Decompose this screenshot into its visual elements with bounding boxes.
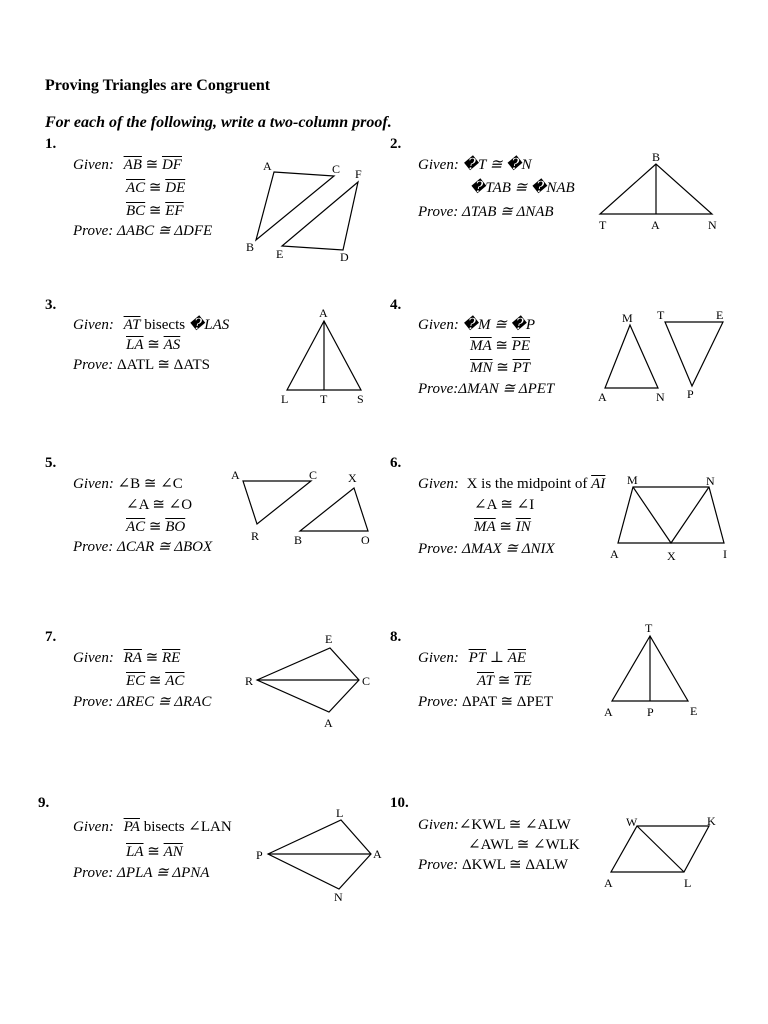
point-X: X: [348, 471, 357, 485]
problem-5-given-3: $\overline{AC}$ ≅ $\overline{BO}$: [126, 519, 186, 535]
problem-6-number: 6.: [390, 455, 402, 471]
point-P: P: [256, 848, 263, 862]
problem-9-given-1: Given: $\overline{PA}$ bisects ∠LAN: [73, 819, 232, 835]
point-N: N: [706, 474, 715, 488]
point-C: C: [362, 674, 371, 688]
point-P: P: [647, 705, 654, 719]
point-T: T: [599, 218, 607, 232]
point-T: T: [645, 621, 653, 635]
point-M: M: [622, 311, 633, 325]
problem-6-given-3: $\overline{MA}$ ≅ $\overline{IN}$: [474, 519, 531, 535]
point-D: D: [340, 250, 349, 264]
point-F: F: [355, 167, 362, 181]
point-M: M: [627, 473, 638, 487]
problem-5-given-2: ∠A ≅ ∠O: [126, 497, 193, 513]
point-K: K: [707, 814, 716, 828]
problem-6-given-2: ∠A ≅ ∠I: [474, 497, 535, 513]
point-S: S: [357, 392, 364, 406]
problem-4-prove: Prove:ΔMAN ≅ ΔPET: [418, 381, 555, 397]
point-O: O: [361, 533, 370, 547]
point-E: E: [276, 247, 284, 261]
problem-9-number: 9.: [38, 795, 50, 811]
point-A: A: [373, 847, 382, 861]
point-P: P: [687, 387, 694, 401]
problem-3-number: 3.: [45, 297, 57, 313]
problem-1-given-1: Given: $\overline{AB}$ ≅ $\overline{DF}$: [73, 157, 182, 173]
point-A: A: [598, 390, 607, 404]
problem-1-prove: Prove: ΔABC ≅ ΔDFE: [73, 223, 213, 239]
point-C: C: [332, 162, 341, 176]
problem-8-given-2: $\overline{AT}$ ≅ $\overline{TE}$: [477, 673, 532, 689]
problem-9-given-2: $\overline{LA}$ ≅ $\overline{AN}$: [126, 844, 183, 860]
point-A: A: [604, 705, 613, 719]
problem-7-number: 7.: [45, 629, 57, 645]
problem-2-number: 2.: [390, 136, 402, 152]
problem-1-number: 1.: [45, 136, 57, 152]
point-T: T: [657, 308, 665, 322]
problem-6-given-1: Given: X is the midpoint of $\overline{AI}$: [418, 476, 606, 492]
problem-3-given-2: $\overline{LA}$ ≅ $\overline{AS}$: [126, 337, 181, 353]
page-title: Proving Triangles are Congruent: [45, 77, 271, 94]
segment-wl: [637, 826, 684, 872]
point-E: E: [325, 632, 333, 646]
point-A: A: [604, 876, 613, 890]
problem-4-number: 4.: [390, 297, 402, 313]
problem-6-prove: Prove: ΔMAX ≅ ΔNIX: [418, 541, 555, 557]
problem-2-prove: Prove: ΔTAB ≅ ΔNAB: [418, 204, 554, 220]
problem-8-prove: Prove: ΔPAT ≅ ΔPET: [418, 694, 554, 710]
problem-7-given-2: $\overline{EC}$ ≅ $\overline{AC}$: [126, 673, 185, 689]
problem-10-number: 10.: [390, 795, 409, 811]
point-E: E: [716, 308, 724, 322]
point-R: R: [245, 674, 254, 688]
problem-10-given-1: Given:∠KWL ≅ ∠ALW: [418, 817, 571, 833]
point-E: E: [690, 704, 698, 718]
problem-4-given-2: $\overline{MA}$ ≅ $\overline{PE}$: [470, 338, 531, 354]
instructions: For each of the following, write a two-column proof.: [45, 114, 392, 131]
point-A: A: [319, 306, 328, 320]
point-T: T: [320, 392, 328, 406]
problem-4-given-3: $\overline{MN}$ ≅ $\overline{PT}$: [470, 360, 531, 376]
point-R: R: [251, 529, 260, 543]
point-B: B: [652, 150, 661, 164]
point-A: A: [231, 468, 240, 482]
point-B: B: [294, 533, 303, 547]
point-N: N: [656, 390, 665, 404]
problem-5-prove: Prove: ΔCAR ≅ ΔBOX: [73, 539, 213, 555]
problem-2-given-2: �TAB ≅ �NAB: [470, 180, 575, 196]
point-A: A: [610, 547, 619, 561]
point-A: A: [324, 716, 333, 730]
point-N: N: [334, 890, 343, 904]
problem-1-given-3: $\overline{BC}$ ≅ $\overline{EF}$: [126, 203, 184, 219]
point-L: L: [281, 392, 289, 406]
point-X: X: [667, 549, 676, 563]
problem-5-given-1: Given: ∠B ≅ ∠C: [73, 476, 183, 492]
problem-10-given-2: ∠AWL ≅ ∠WLK: [468, 837, 580, 853]
point-A: A: [263, 159, 272, 173]
problem-5-number: 5.: [45, 455, 57, 471]
problem-7-given-1: Given: $\overline{RA}$ ≅ $\overline{RE}$: [73, 650, 181, 666]
point-I: I: [723, 547, 727, 561]
point-L: L: [684, 876, 692, 890]
problem-8-number: 8.: [390, 629, 402, 645]
problem-8-given-1: Given: $\overline{PT}$ ⊥ $\overline{AE}$: [418, 650, 527, 666]
problem-4-given-1: Given: �M ≅ �P: [418, 317, 536, 333]
point-W: W: [626, 815, 638, 829]
problem-10-prove: Prove: ΔKWL ≅ ΔALW: [418, 857, 569, 873]
point-L: L: [336, 806, 344, 820]
problem-9-prove: Prove: ΔPLA ≅ ΔPNA: [73, 865, 210, 881]
point-C: C: [309, 468, 318, 482]
point-B: B: [246, 240, 255, 254]
problem-2-given-1: Given: �T ≅ �N: [418, 157, 532, 173]
problem-7-prove: Prove: ΔREC ≅ ΔRAC: [73, 694, 212, 710]
problem-1-given-2: $\overline{AC}$ ≅ $\overline{DE}$: [126, 180, 186, 196]
point-N: N: [708, 218, 717, 232]
point-A: A: [651, 218, 660, 232]
problem-3-given-1: Given: $\overline{AT}$ bisects �LAS: [73, 317, 230, 333]
problem-3-prove: Prove: ΔATL ≅ ΔATS: [73, 357, 210, 373]
